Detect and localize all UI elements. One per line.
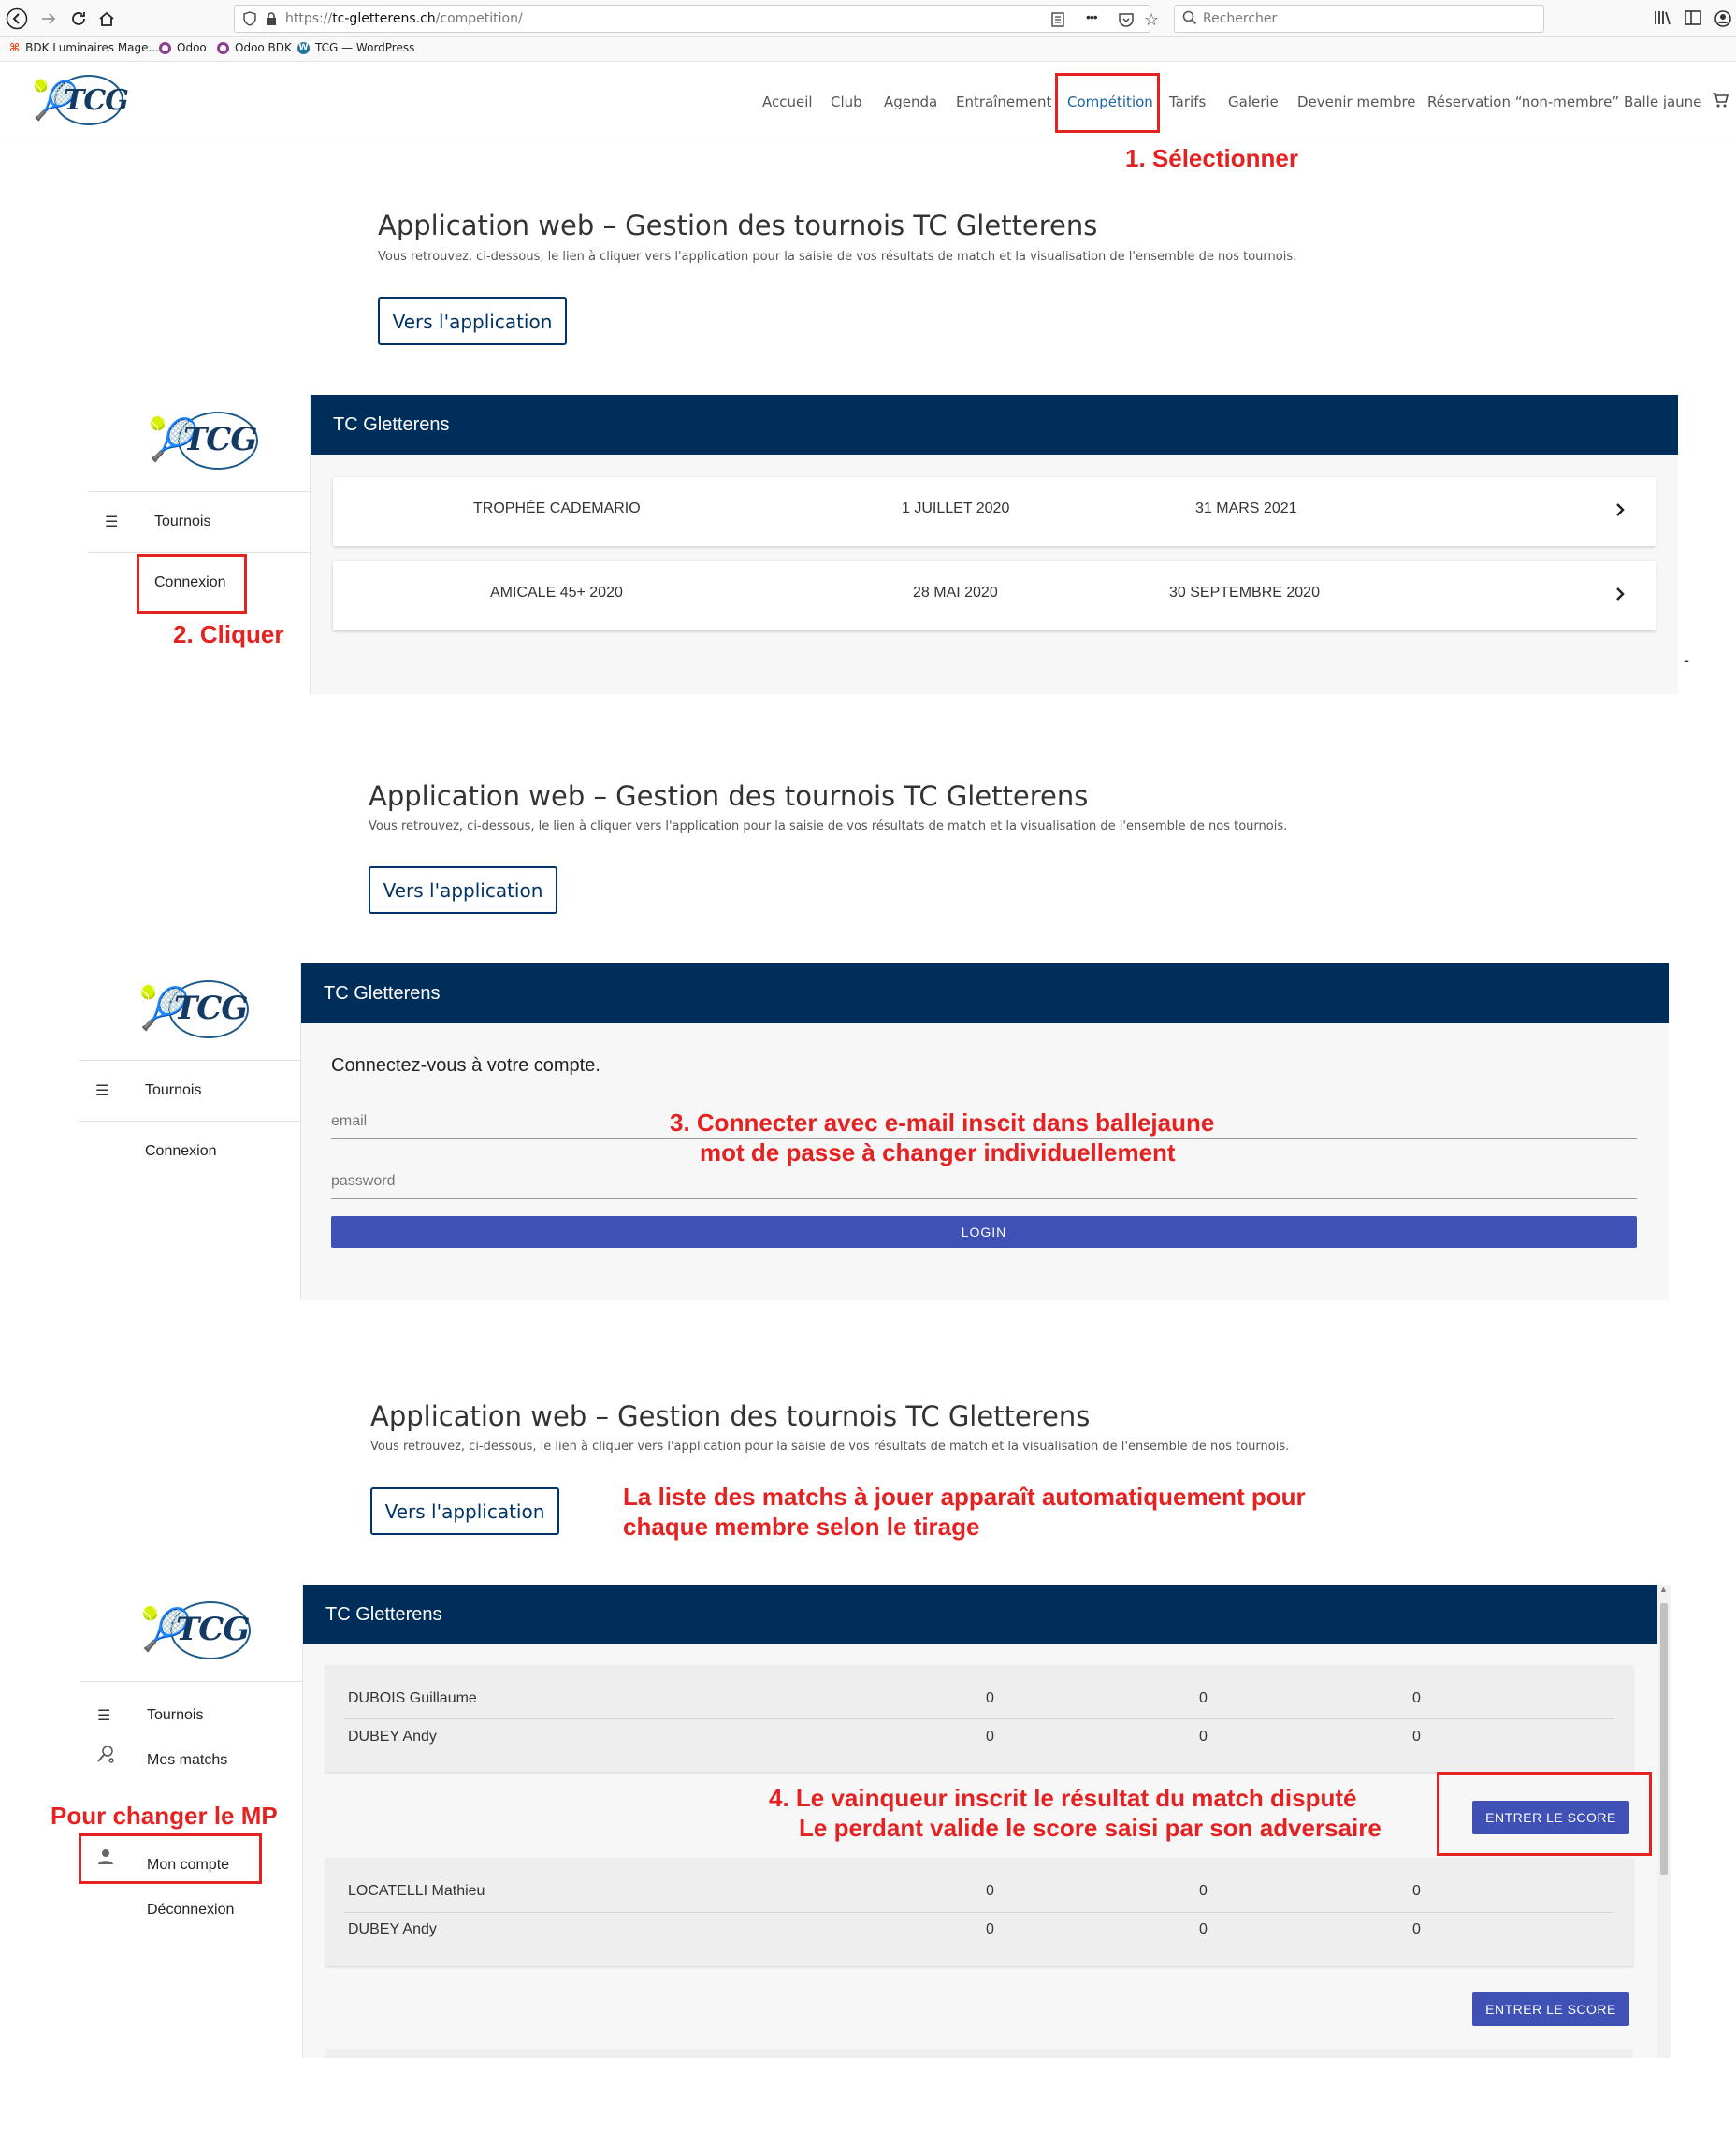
app-title: TC Gletterens: [326, 1603, 442, 1625]
bookmark-label: Odoo BDK: [235, 41, 292, 54]
logo-text: TCG: [183, 421, 257, 458]
annotation-step3-line2: mot de passe à changer individuellement: [700, 1138, 1176, 1166]
nav-club[interactable]: Club: [831, 94, 862, 110]
tournament-name: AMICALE 45+ 2020: [490, 585, 623, 601]
address-bar[interactable]: [234, 5, 1160, 33]
app-link-button[interactable]: Vers l'application: [370, 1487, 559, 1535]
lock-icon[interactable]: [265, 11, 278, 31]
divider: [88, 552, 311, 553]
list-icon: ☰: [105, 514, 119, 530]
login-button[interactable]: LOGIN: [331, 1216, 1637, 1248]
url-scheme: https://: [285, 11, 333, 26]
pocket-icon[interactable]: [1118, 11, 1135, 33]
bookmark-wordpress[interactable]: [297, 41, 414, 54]
login-heading: Connectez-vous à votre compte.: [331, 1055, 600, 1076]
bookmark-label: BDK Luminaires Mage...: [25, 41, 159, 54]
password-field[interactable]: [331, 1173, 1637, 1199]
library-icon[interactable]: [1654, 9, 1672, 31]
forward-icon[interactable]: [34, 4, 64, 34]
bookmark-star-icon[interactable]: ☆: [1144, 10, 1160, 29]
player-name: DUBEY Andy: [348, 1729, 437, 1745]
annotation-step4-line2: Le perdant valide le score saisi par son adversaire: [799, 1814, 1382, 1842]
highlight-box-connexion: [137, 554, 247, 614]
odoo-icon: [159, 42, 171, 54]
score-set: 0: [986, 1729, 994, 1745]
match-card: [326, 2049, 1633, 2058]
app-link-button[interactable]: Vers l'application: [369, 866, 557, 914]
player-icon: 🎾: [148, 417, 199, 463]
account-icon[interactable]: [1714, 9, 1732, 33]
nav-reservation[interactable]: Réservation “non-membre”: [1427, 94, 1620, 110]
reader-mode-icon[interactable]: [1050, 11, 1065, 33]
tournament-end: 31 MARS 2021: [1195, 500, 1297, 516]
divider: [88, 491, 311, 492]
menu-tournois[interactable]: Tournois: [145, 1082, 202, 1098]
nav-agenda[interactable]: Agenda: [884, 94, 938, 110]
menu-mon-compte[interactable]: Mon compte: [147, 1857, 230, 1873]
search-bar[interactable]: [1174, 5, 1544, 33]
url-path: /competition/: [435, 11, 523, 26]
annotation-step3-line1: 3. Connecter avec e-mail inscit dans ballejaune: [670, 1108, 1215, 1137]
highlight-box-competition: [1055, 73, 1160, 133]
divider: [79, 1060, 301, 1061]
sidebar-icon[interactable]: [1684, 9, 1702, 31]
player-name: DUBEY Andy: [348, 1921, 437, 1937]
menu-connexion[interactable]: Connexion: [154, 574, 226, 590]
player-icon: 🎾: [140, 1607, 192, 1653]
menu-tournois[interactable]: Tournois: [154, 514, 211, 529]
tournament-name: TROPHÉE CADEMARIO: [473, 500, 641, 516]
logo-text: TCG: [174, 990, 248, 1027]
annotation-step1: 1. Sélectionner: [1125, 144, 1298, 172]
player-icon: 🎾: [138, 986, 190, 1032]
nav-devenir-membre[interactable]: Devenir membre: [1297, 94, 1416, 110]
wordpress-icon: W: [298, 43, 309, 52]
search-placeholder: Rechercher: [1203, 11, 1278, 26]
bookmark-label: Odoo: [177, 41, 207, 54]
score-set: 0: [1199, 1729, 1208, 1745]
list-icon: ☰: [95, 1083, 109, 1099]
app-logo: [140, 404, 262, 477]
list-icon: ☰: [97, 1708, 111, 1724]
annotation-step2: 2. Cliquer: [173, 620, 284, 648]
app-title: TC Gletterens: [333, 413, 450, 435]
intro-text: Vous retrouvez, ci-dessous, le lien à cliquer vers l'application pour la saisie de vos résultats de match et la visualisation de l'ensemble de nos tournois.: [369, 819, 1288, 833]
tournament-start: 1 JUILLET 2020: [902, 500, 1010, 516]
url-host: tc-gletterens.ch: [332, 11, 436, 26]
app-header-bar: [311, 395, 1678, 455]
tournament-card[interactable]: [333, 561, 1656, 630]
player-name: DUBOIS Guillaume: [348, 1690, 477, 1706]
odoo-icon: [217, 42, 229, 54]
annotation-list-line1: La liste des matchs à jouer apparaît automatiquement pour: [623, 1483, 1306, 1511]
nav-balle-jaune[interactable]: Balle jaune: [1624, 94, 1702, 110]
score-set: 0: [1199, 1883, 1208, 1899]
password-placeholder: password: [331, 1173, 396, 1189]
score-set: 0: [1412, 1729, 1421, 1745]
score-set: 0: [986, 1883, 994, 1899]
cart-icon[interactable]: [1712, 93, 1729, 112]
score-set: 0: [1412, 1883, 1421, 1899]
app-header-bar: [301, 963, 1669, 1023]
scrollbar-thumb[interactable]: [1660, 1603, 1668, 1875]
nav-galerie[interactable]: Galerie: [1228, 94, 1279, 110]
page-title: Application web – Gestion des tournois TC Gletterens: [369, 780, 1089, 812]
shield-icon[interactable]: [242, 11, 257, 31]
search-icon: [1182, 10, 1197, 30]
page-actions-icon[interactable]: •••: [1086, 9, 1097, 24]
bookmarks-toolbar: [0, 37, 1736, 62]
tournament-start: 28 MAI 2020: [913, 585, 998, 601]
bookmark-bdk[interactable]: [9, 41, 159, 54]
page-title: Application web – Gestion des tournois TC Gletterens: [370, 1400, 1091, 1432]
reload-icon[interactable]: [64, 4, 94, 34]
highlight-box-mon-compte: [79, 1833, 262, 1884]
home-icon[interactable]: [92, 4, 122, 34]
bookmark-odoo-bdk[interactable]: [217, 41, 292, 54]
nav-tarifs[interactable]: Tarifs: [1169, 94, 1207, 110]
nav-competition[interactable]: Compétition: [1067, 94, 1153, 110]
logo-text: TCG: [64, 84, 128, 117]
email-placeholder: email: [331, 1113, 368, 1129]
app-title: TC Gletterens: [324, 982, 441, 1004]
score-set: 0: [1412, 1690, 1421, 1706]
score-set: 0: [1412, 1921, 1421, 1937]
site-logo[interactable]: [28, 71, 128, 131]
app-link-button[interactable]: Vers l'application: [378, 297, 567, 345]
app-header-bar: [303, 1585, 1657, 1644]
scrollbar[interactable]: [1657, 1585, 1671, 2058]
nav-entrainement[interactable]: Entraînement: [956, 94, 1052, 110]
match-card: [326, 1858, 1633, 1966]
magento-icon: ⌘: [9, 41, 21, 54]
matches-icon: [95, 1744, 116, 1769]
score-set: 0: [986, 1921, 994, 1937]
enter-score-button[interactable]: ENTRER LE SCORE: [1472, 1992, 1629, 2026]
divider: [344, 1718, 1614, 1719]
stray-dash: -: [1684, 651, 1689, 670]
match-card: [326, 1665, 1633, 1772]
tournament-end: 30 SEPTEMBRE 2020: [1169, 585, 1320, 601]
score-set: 0: [986, 1690, 994, 1706]
highlight-box-score: [1437, 1772, 1652, 1856]
url-text: [285, 11, 523, 26]
nav-accueil[interactable]: Accueil: [762, 94, 813, 110]
page-title: Application web – Gestion des tournois TC Gletterens: [378, 210, 1098, 241]
intro-text: Vous retrouvez, ci-dessous, le lien à cliquer vers l'application pour la saisie de vos résultats de match et la visualisation de l'ensemble de nos tournois.: [378, 250, 1297, 264]
enter-score-button[interactable]: ENTRER LE SCORE: [1472, 1801, 1629, 1834]
divider: [344, 1912, 1614, 1913]
divider: [79, 1121, 301, 1122]
player-name: LOCATELLI Mathieu: [348, 1883, 485, 1899]
tournament-card[interactable]: [333, 477, 1656, 546]
annotation-password-change: Pour changer le MP: [51, 1802, 278, 1830]
chevron-right-icon[interactable]: [1614, 502, 1626, 522]
bookmark-label: TCG — WordPress: [315, 41, 415, 54]
chevron-right-icon[interactable]: [1614, 587, 1626, 606]
menu-tournois[interactable]: Tournois: [147, 1707, 204, 1723]
annotation-step4-line1: 4. Le vainqueur inscrit le résultat du match disputé: [769, 1784, 1357, 1812]
back-icon[interactable]: [2, 4, 32, 34]
score-set: 0: [1199, 1921, 1208, 1937]
menu-deconnexion[interactable]: Déconnexion: [147, 1902, 235, 1918]
menu-mes-matchs[interactable]: Mes matchs: [147, 1752, 228, 1768]
divider: [80, 1681, 303, 1682]
annotation-list-line2: chaque membre selon le tirage: [623, 1513, 980, 1541]
menu-connexion[interactable]: Connexion: [145, 1143, 217, 1159]
bookmark-odoo[interactable]: [159, 41, 207, 54]
player-icon: 🎾: [32, 80, 79, 122]
logo-text: TCG: [176, 1611, 250, 1648]
app-logo: [133, 1594, 254, 1667]
scroll-up-icon[interactable]: ▲: [1659, 1585, 1668, 1594]
browser-toolbar: [0, 0, 1736, 37]
app-logo: [131, 973, 253, 1046]
score-set: 0: [1199, 1690, 1208, 1706]
intro-text: Vous retrouvez, ci-dessous, le lien à cliquer vers l'application pour la saisie de vos résultats de match et la visualisation de l'ensemble de nos tournois.: [370, 1440, 1290, 1454]
